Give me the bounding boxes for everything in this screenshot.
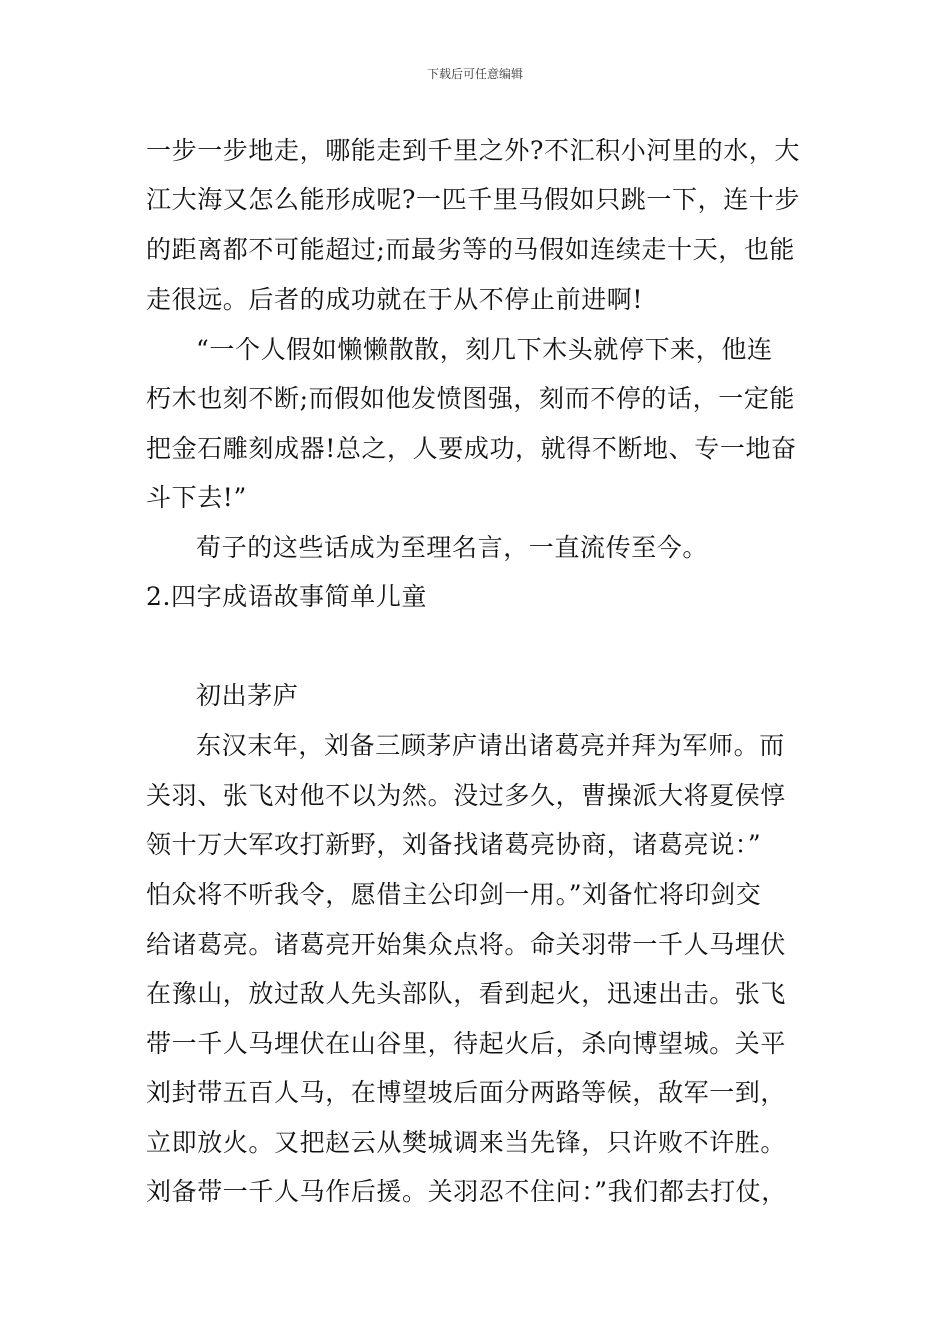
text-line: 一步一步地走，哪能走到千里之外?不汇积小河里的水，大 [146, 136, 801, 165]
text-line: 带一千人马埋伏在山谷里，待起火后，杀向博望城。关平 [146, 1029, 787, 1058]
story-title: 初出茅庐 [196, 681, 299, 710]
text-line: 走很远。后者的成功就在于从不停止前进啊! [146, 285, 644, 314]
text-line: 领十万大军攻打新野，刘备找诸葛亮协商，诸葛亮说：” [146, 830, 762, 859]
text-line: 在豫山，放过敌人先头部队，看到起火，迅速出击。张飞 [146, 979, 787, 1008]
text-line: 怕众将不听我令，愿借主公印剑一用。”刘备忙将印剑交 [146, 880, 762, 909]
text-line: 关羽、张飞对他不以为然。没过多久，曹操派大将夏侯惇 [146, 781, 787, 810]
text-line: 荀子的这些话成为至理名言，一直流传至今。 [196, 533, 709, 562]
text-line: 斗下去!” [146, 483, 247, 512]
text-line: “一个人假如懒懒散散，刻几下木头就停下来，他连 [196, 335, 773, 364]
text-line: 朽木也刻不断;而假如他发愤图强，刻而不停的话，一定能 [146, 384, 796, 413]
text-line: 的距离都不可能超过;而最劣等的马假如连续走十天，也能 [146, 235, 796, 264]
text-line: 立即放火。又把赵云从樊城调来当先锋，只许败不许胜。 [146, 1128, 787, 1157]
text-line: 刘备带一千人马作后援。关羽忍不住问：”我们都去打仗， [146, 1177, 787, 1206]
text-line: 江大海又怎么能形成呢?一匹千里马假如只跳一下，连十步 [146, 185, 801, 214]
page-header: 下载后可任意编辑 [426, 67, 523, 81]
text-line: 给诸葛亮。诸葛亮开始集众点将。命关羽带一千人马埋伏 [146, 930, 787, 959]
text-line: 刘封带五百人马，在博望坡后面分两路等候，敌军一到， [146, 1078, 787, 1107]
section-heading: 2.四字成语故事简单儿童 [146, 582, 428, 611]
text-line: 东汉末年，刘备三顾茅庐请出诸葛亮并拜为军师。而 [196, 731, 785, 760]
text-line: 把金石雕刻成器!总之，人要成功，就得不断地、专一地奋 [146, 434, 797, 463]
